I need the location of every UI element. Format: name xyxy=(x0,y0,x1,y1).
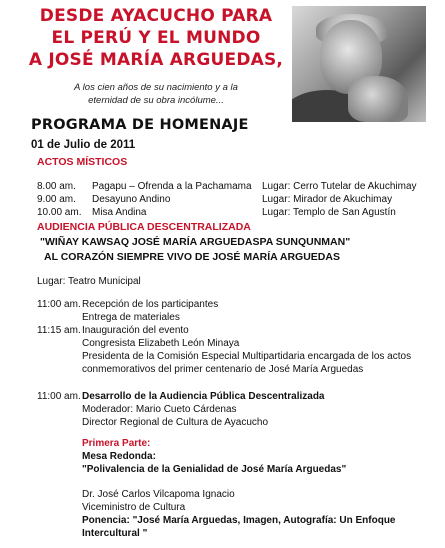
item-2-line-3: Presidenta de la Comisión Especial Multipartidaria encargada de los actos xyxy=(82,351,412,362)
mesa-redonda-title: "Polivalencia de la Genialidad de José María Arguedas" xyxy=(82,464,347,475)
desarrollo-director: Director Regional de Cultura de Ayacucho xyxy=(82,417,269,428)
actos-event-1: Pagapu – Ofrenda a la Pachamama xyxy=(92,181,252,192)
speaker-name: Dr. José Carlos Vilcapoma Ignacio xyxy=(82,489,235,500)
actos-time-2: 9.00 am. xyxy=(37,194,76,205)
program-heading: PROGRAMA DE HOMENAJE xyxy=(31,117,249,133)
item-2-line-4: conmemorativos del primer centenario de José María Arguedas xyxy=(82,364,364,375)
audiencia-quote-line-2: AL CORAZÓN SIEMPRE VIVO DE JOSÉ MARÍA ARGUEDAS xyxy=(44,251,340,263)
item-2-line-2: Congresista Elizabeth León Minaya xyxy=(82,338,240,349)
header-title-line-1: DESDE AYACUCHO PARA xyxy=(39,6,273,26)
actos-time-3: 10.00 am. xyxy=(37,207,82,218)
item-2-time: 11:15 am. xyxy=(37,325,81,336)
item-1-line-1: Recepción de los participantes xyxy=(82,299,219,310)
audiencia-quote-line-1: "WIÑAY KAWSAQ JOSÉ MARÍA ARGUEDASPA SUNQUNMAN" xyxy=(40,236,351,248)
header-title-line-2: EL PERÚ Y EL MUNDO xyxy=(51,28,261,48)
program-date: 01 de Julio de 2011 xyxy=(31,139,136,151)
desarrollo-time: 11:00 am. xyxy=(37,391,81,402)
actos-place-1: Lugar: Cerro Tutelar de Akuchimay xyxy=(262,181,417,192)
item-1-time: 11:00 am. xyxy=(37,299,81,310)
audiencia-lugar: Lugar: Teatro Municipal xyxy=(37,276,141,287)
primera-parte-label: Primera Parte: xyxy=(82,438,151,449)
actos-time-1: 8.00 am. xyxy=(37,181,76,192)
desarrollo-moderador: Moderador: Mario Cueto Cárdenas xyxy=(82,404,237,415)
ponencia-line-1: Ponencia: "José María Arguedas, Imagen, Autografía: Un Enfoque xyxy=(82,515,396,526)
mesa-redonda-label: Mesa Redonda: xyxy=(82,451,156,462)
speaker-role: Viceministro de Cultura xyxy=(82,502,186,513)
header-subtitle-line-1: A los cien años de su nacimiento y a la xyxy=(74,82,238,93)
item-2-line-1: Inauguración del evento xyxy=(82,325,189,336)
header-title-line-3: A JOSÉ MARÍA ARGUEDAS, xyxy=(28,50,284,70)
audiencia-heading: AUDIENCIA PÚBLICA DESCENTRALIZADA xyxy=(37,221,251,233)
actos-event-2: Desayuno Andino xyxy=(92,194,171,205)
actos-place-3: Lugar: Templo de San Agustín xyxy=(262,207,396,218)
portrait-photo xyxy=(292,6,426,122)
actos-event-3: Misa Andina xyxy=(92,207,147,218)
ponencia-line-2: Intercultural " xyxy=(82,528,148,539)
actos-place-2: Lugar: Mirador de Akuchimay xyxy=(262,194,393,205)
header-subtitle-line-2: eternidad de su obra incólume... xyxy=(88,95,224,106)
desarrollo-title: Desarrollo de la Audiencia Pública Descentralizada xyxy=(82,391,325,402)
item-1-line-2: Entrega de materiales xyxy=(82,312,180,323)
actos-heading: ACTOS MÍSTICOS xyxy=(37,156,128,168)
